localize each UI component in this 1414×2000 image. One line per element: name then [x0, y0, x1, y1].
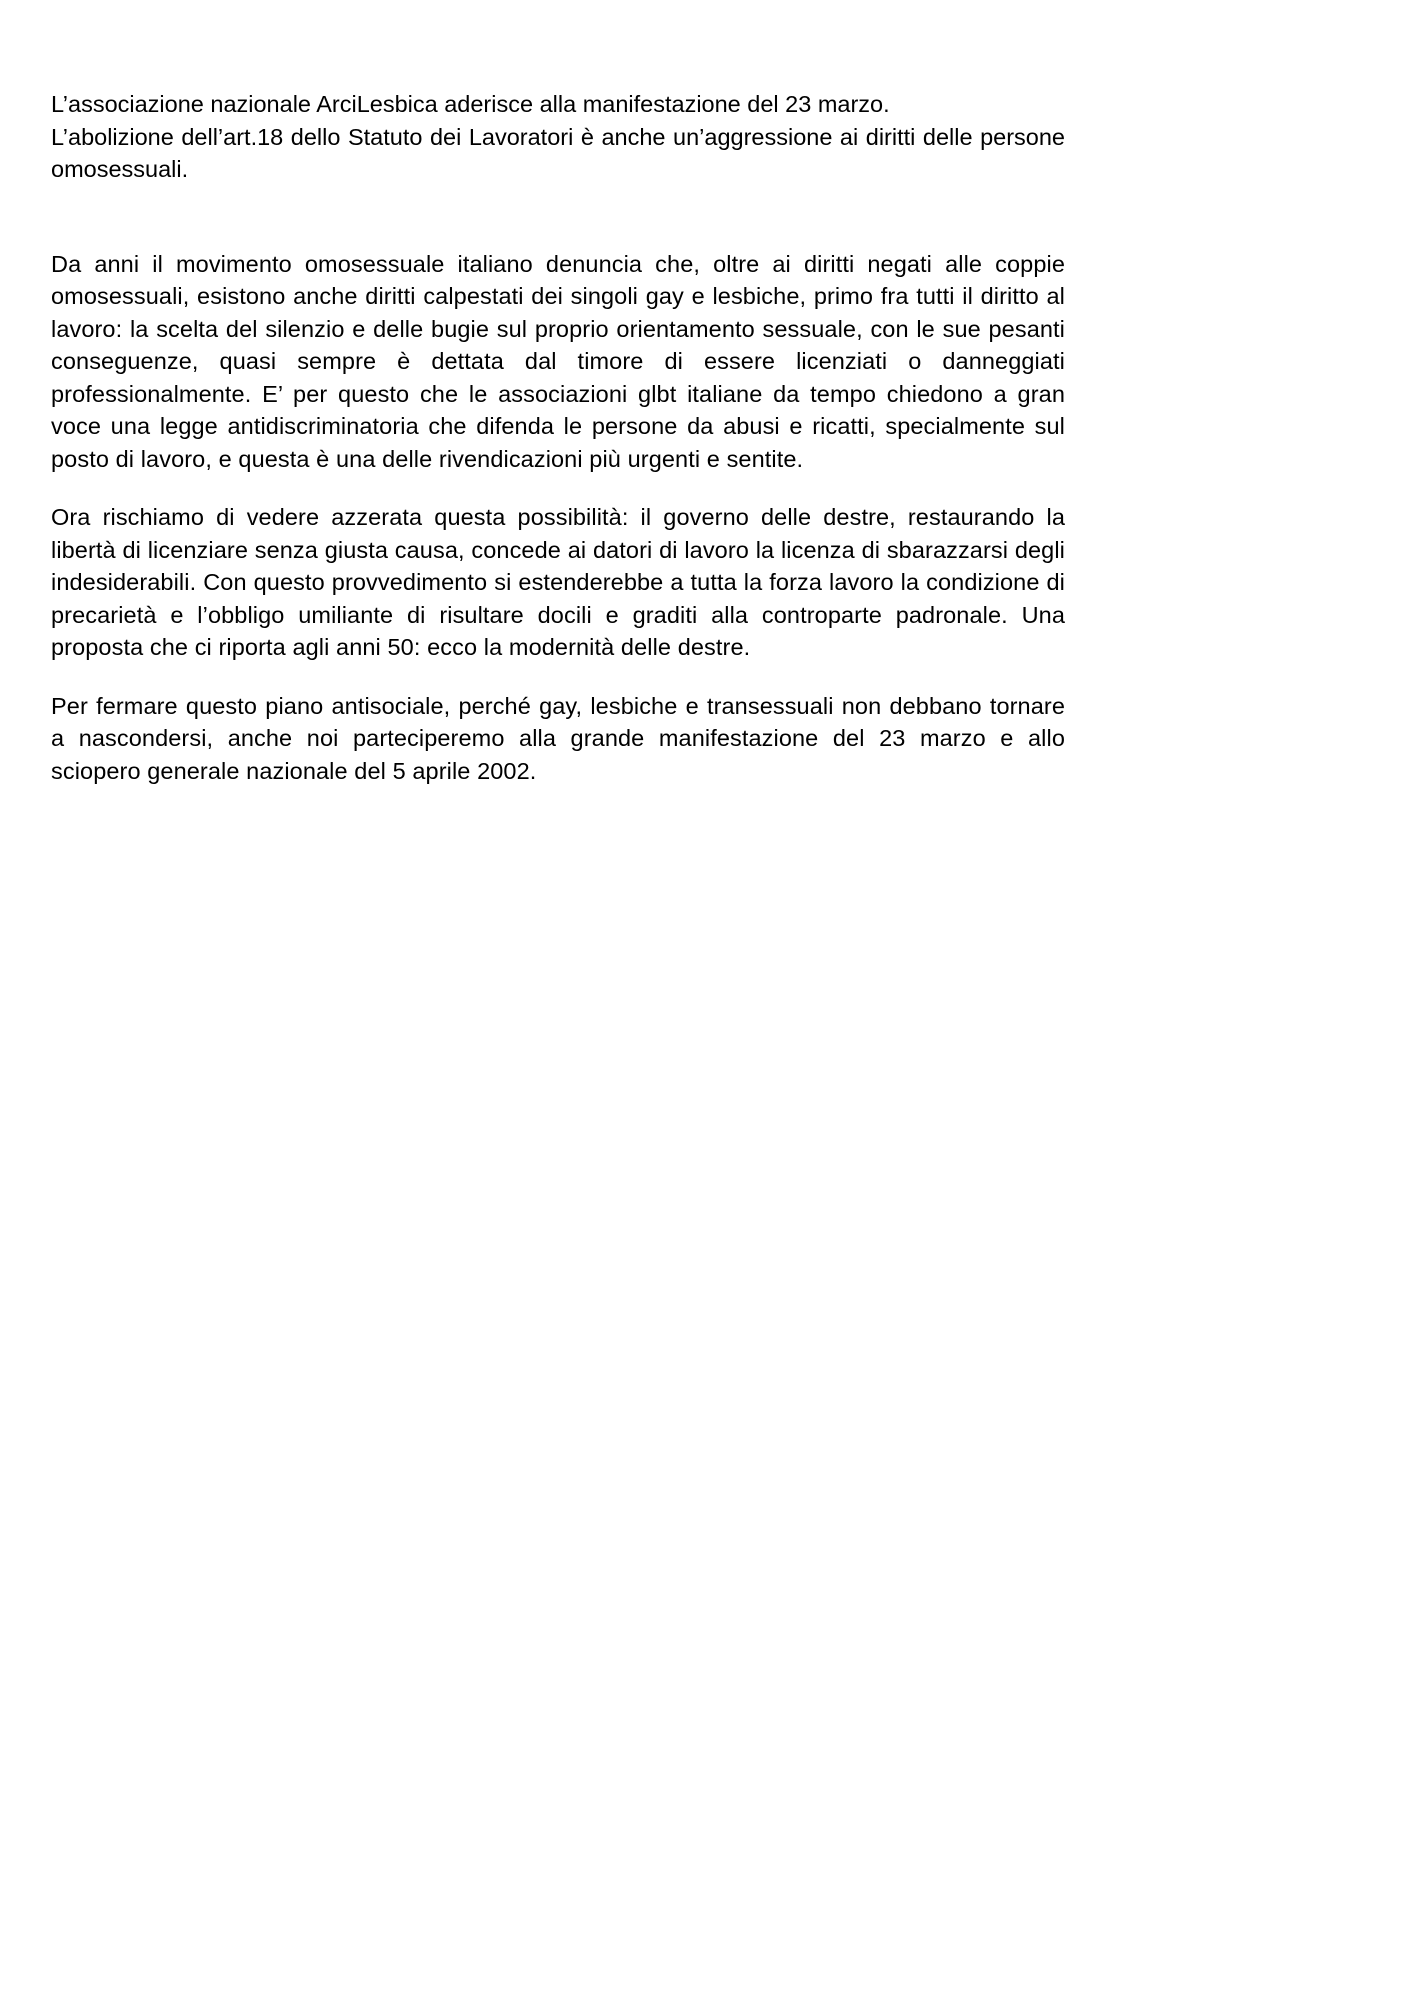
- spacer-after-intro: [51, 186, 1065, 248]
- paragraph-2: Ora rischiamo di vedere azzerata questa possibilità: il governo delle destre, restaurando la libertà di licenziare senza giusta causa, concede ai datori di lavoro la licenza di sbarazzarsi degli indesiderabili. Con questo provvedimento si estenderebbe a tutta la forza lavoro la condizione di precarietà e l’obbligo umiliante di risultare docili e graditi alla controparte padronale. Una proposta che ci riporta agli anni 50: ecco la modernità delle destre.: [51, 504, 1065, 660]
- intro-line-2: L’abolizione dell’art.18 dello Statuto dei Lavoratori è anche un’aggressione ai diritti delle persone omosessuali.: [51, 123, 1065, 182]
- paragraph-1: Da anni il movimento omosessuale italiano denuncia che, oltre ai diritti negati alle coppie omosessuali, esistono anche diritti calpestati dei singoli gay e lesbiche, primo fra tutti il diritto al lavoro: la scelta del silenzio e delle bugie sul proprio orientamento sessuale, con le sue pesanti conseguenze, quasi sempre è dettata dal timore di essere licenziati o danneggiati professionalmente. E’ per questo che le associazioni glbt italiane da tempo chiedono a gran voce una legge antidiscriminatoria che difenda le persone da abusi e ricatti, specialmente sul posto di lavoro, e questa è una delle rivendicazioni più urgenti e sentite.: [51, 250, 1065, 472]
- spacer-after-paragraph-1: [51, 475, 1065, 501]
- intro-line-1: L’associazione nazionale ArciLesbica aderisce alla manifestazione del 23 marzo.: [51, 91, 890, 117]
- intro-block: [51, 88, 1065, 186]
- paragraph-3: Per fermare questo piano antisociale, perché gay, lesbiche e transessuali non debbano tornare a nascondersi, anche noi parteciperemo alla grande manifestazione del 23 marzo e allo sciopero generale nazionale del 5 aprile 2002.: [51, 692, 1065, 784]
- spacer-after-paragraph-2: [51, 664, 1065, 690]
- document-body: [51, 88, 1065, 787]
